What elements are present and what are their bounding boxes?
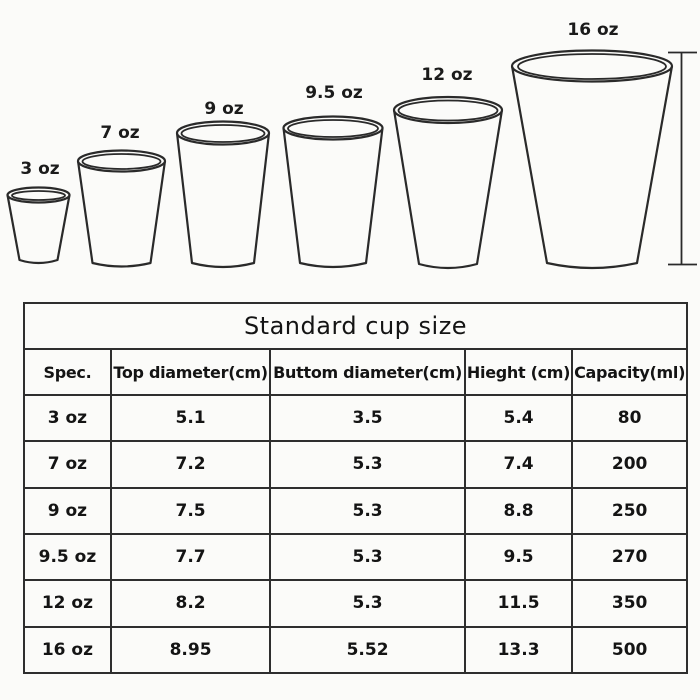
col-header-spec: Spec.	[24, 349, 111, 395]
cup-3oz	[8, 159, 70, 263]
value-cell: 11.5	[465, 580, 572, 626]
spec-cell: 3 oz	[24, 395, 111, 441]
cup-body	[78, 161, 165, 267]
value-cell: 500	[572, 627, 687, 673]
value-cell: 250	[572, 488, 687, 534]
spec-cell: 9.5 oz	[24, 534, 111, 580]
spec-table-container	[23, 302, 688, 674]
cup-label: 9.5 oz	[305, 83, 363, 103]
cup-16oz	[512, 20, 672, 268]
value-cell: 80	[572, 395, 687, 441]
cup-7oz	[78, 123, 165, 267]
table-row-3oz	[24, 395, 687, 441]
value-cell: 5.1	[111, 395, 270, 441]
standard-cup-size-table	[23, 302, 688, 674]
height-dimension-line	[668, 53, 697, 265]
value-cell: 7.5	[111, 488, 270, 534]
spec-cell: 7 oz	[24, 441, 111, 487]
col-header-top-diameter: Top diameter(cm)	[111, 349, 270, 395]
col-header-hieght: Hieght (cm)	[465, 349, 572, 395]
table-row-12oz	[24, 580, 687, 626]
cup-9-5oz	[284, 83, 383, 267]
value-cell: 5.4	[465, 395, 572, 441]
value-cell: 13.3	[465, 627, 572, 673]
cup-body	[8, 195, 70, 263]
cup-label: 16 oz	[567, 20, 619, 40]
value-cell: 5.3	[270, 488, 465, 534]
cup-9oz	[177, 99, 269, 267]
cup-12oz	[394, 65, 502, 268]
value-cell: 5.52	[270, 627, 465, 673]
value-cell: 7.4	[465, 441, 572, 487]
cup-body	[512, 66, 672, 268]
cup-label: 9 oz	[204, 99, 244, 119]
cup-label: 12 oz	[421, 65, 473, 85]
cup-body	[394, 110, 502, 268]
spec-cell: 12 oz	[24, 580, 111, 626]
value-cell: 5.3	[270, 441, 465, 487]
table-title-row	[24, 303, 687, 349]
value-cell: 8.8	[465, 488, 572, 534]
col-header-capacity: Capacity(ml)	[572, 349, 687, 395]
table-row-16oz	[24, 627, 687, 673]
value-cell: 3.5	[270, 395, 465, 441]
table-title: Standard cup size	[24, 303, 687, 349]
value-cell: 200	[572, 441, 687, 487]
value-cell: 5.3	[270, 534, 465, 580]
cup-size-diagram	[0, 0, 700, 295]
cup-body	[284, 128, 383, 267]
spec-cell: 16 oz	[24, 627, 111, 673]
table-row-9oz	[24, 488, 687, 534]
value-cell: 8.2	[111, 580, 270, 626]
spec-cell: 9 oz	[24, 488, 111, 534]
value-cell: 9.5	[465, 534, 572, 580]
value-cell: 270	[572, 534, 687, 580]
table-header-row	[24, 349, 687, 395]
value-cell: 350	[572, 580, 687, 626]
table-row-7oz	[24, 441, 687, 487]
cup-label: 3 oz	[20, 159, 60, 179]
cup-rim-outer	[512, 51, 672, 82]
value-cell: 7.7	[111, 534, 270, 580]
cup-body	[177, 133, 269, 267]
table-row-9-5oz	[24, 534, 687, 580]
value-cell: 8.95	[111, 627, 270, 673]
value-cell: 7.2	[111, 441, 270, 487]
col-header-buttom-diameter: Buttom diameter(cm)	[270, 349, 465, 395]
value-cell: 5.3	[270, 580, 465, 626]
cup-label: 7 oz	[100, 123, 140, 143]
